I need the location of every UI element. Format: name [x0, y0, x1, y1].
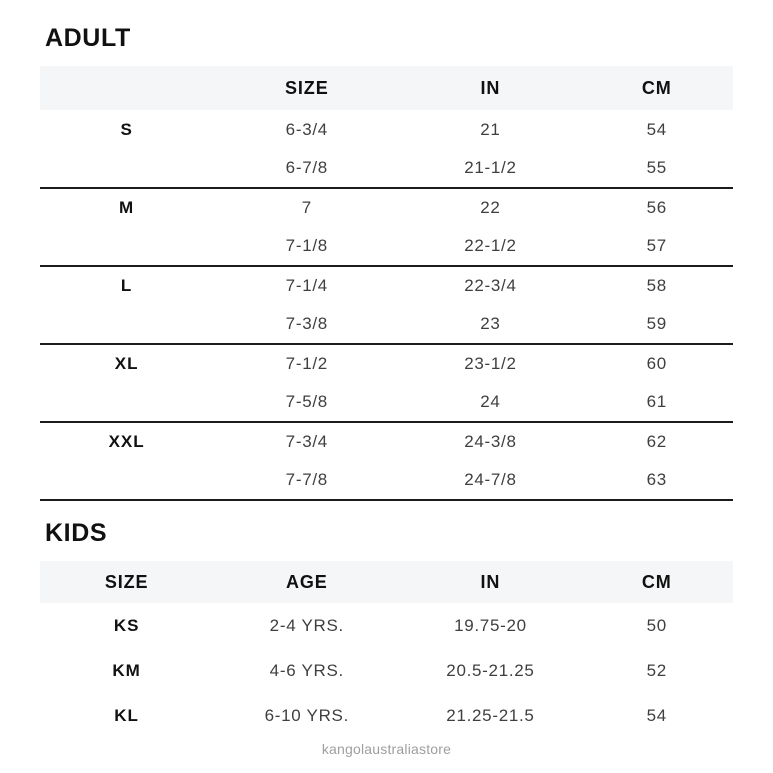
watermark: kangolaustraliastore	[321, 741, 452, 757]
cell-inches: 24	[400, 383, 580, 422]
cell-hat-size: 7-7/8	[213, 461, 400, 500]
cell-inches: 21-1/2	[400, 149, 580, 188]
cell-hat-size: 7-3/8	[213, 305, 400, 344]
cell-centimeters: 61	[581, 383, 733, 422]
kids-column-header-age: AGE	[213, 561, 400, 603]
cell-size-label: KM	[112, 660, 141, 680]
table-row	[40, 227, 733, 266]
table-row	[40, 648, 733, 693]
table-row	[40, 383, 733, 422]
cell-inches: 24-7/8	[400, 461, 580, 500]
table-row	[40, 110, 733, 149]
cell-centimeters: 54	[646, 705, 667, 725]
kids-size-table	[40, 561, 733, 738]
adult-column-header-cm: CM	[581, 66, 733, 110]
adult-size-table	[40, 66, 733, 501]
cell-centimeters: 62	[646, 432, 667, 451]
cell-centimeters: 54	[646, 119, 667, 139]
table-row	[40, 461, 733, 500]
cell-age: 4-6 YRS.	[269, 660, 344, 680]
kids-column-header-in: IN	[400, 561, 580, 603]
cell-hat-size: 7-1/2	[285, 354, 328, 373]
cell-inches: 21.25-21.5	[446, 705, 535, 725]
cell-size-label	[40, 305, 213, 344]
cell-size-label: KS	[113, 615, 140, 635]
kids-column-header-size: SIZE	[40, 561, 213, 603]
cell-size-label: XL	[114, 354, 139, 373]
cell-hat-size: 7-1/8	[213, 227, 400, 266]
table-row	[40, 149, 733, 188]
cell-hat-size: 7-1/4	[285, 276, 328, 295]
cell-size-label	[40, 149, 213, 188]
cell-age: 2-4 YRS.	[269, 615, 344, 635]
cell-hat-size: 6-7/8	[213, 149, 400, 188]
cell-inches: 22-3/4	[464, 276, 517, 295]
table-row	[40, 266, 733, 305]
table-row	[40, 305, 733, 344]
cell-size-label: XXL	[108, 432, 145, 451]
cell-size-label: M	[119, 198, 135, 217]
cell-centimeters: 56	[646, 198, 667, 217]
cell-inches: 22-1/2	[400, 227, 580, 266]
table-row	[40, 188, 733, 227]
cell-inches: 19.75-20	[454, 615, 527, 635]
cell-hat-size: 7	[301, 198, 312, 217]
cell-inches: 23	[400, 305, 580, 344]
kids-header-row	[40, 561, 733, 603]
table-row	[40, 422, 733, 461]
cell-centimeters: 58	[646, 276, 667, 295]
cell-age: 6-10 YRS.	[264, 705, 350, 725]
cell-centimeters: 60	[646, 354, 667, 373]
cell-hat-size: 7-3/4	[285, 432, 328, 451]
adult-section-title: ADULT	[45, 24, 131, 52]
table-row	[40, 693, 733, 738]
cell-centimeters: 55	[581, 149, 733, 188]
adult-column-header-blank	[40, 66, 213, 110]
cell-size-label	[40, 461, 213, 500]
adult-column-header-in: IN	[400, 66, 580, 110]
cell-centimeters: 50	[646, 615, 667, 635]
cell-hat-size: 7-5/8	[213, 383, 400, 422]
kids-column-header-cm: CM	[581, 561, 733, 603]
cell-inches: 22	[480, 198, 501, 217]
cell-size-label: S	[120, 119, 133, 139]
cell-size-label: L	[120, 276, 133, 295]
cell-centimeters: 52	[646, 660, 667, 680]
cell-inches: 24-3/8	[464, 432, 517, 451]
table-row	[40, 344, 733, 383]
table-row	[40, 603, 733, 648]
adult-header-row	[40, 66, 733, 110]
kids-section-title: KIDS	[45, 519, 108, 547]
adult-column-header-size: SIZE	[213, 66, 400, 110]
cell-centimeters: 59	[581, 305, 733, 344]
cell-centimeters: 57	[581, 227, 733, 266]
cell-hat-size: 6-3/4	[285, 119, 328, 139]
cell-size-label: KL	[114, 705, 139, 725]
cell-inches: 21	[480, 119, 501, 139]
cell-size-label	[40, 227, 213, 266]
cell-centimeters: 63	[581, 461, 733, 500]
cell-inches: 23-1/2	[464, 354, 517, 373]
cell-size-label	[40, 383, 213, 422]
cell-inches: 20.5-21.25	[446, 660, 535, 680]
